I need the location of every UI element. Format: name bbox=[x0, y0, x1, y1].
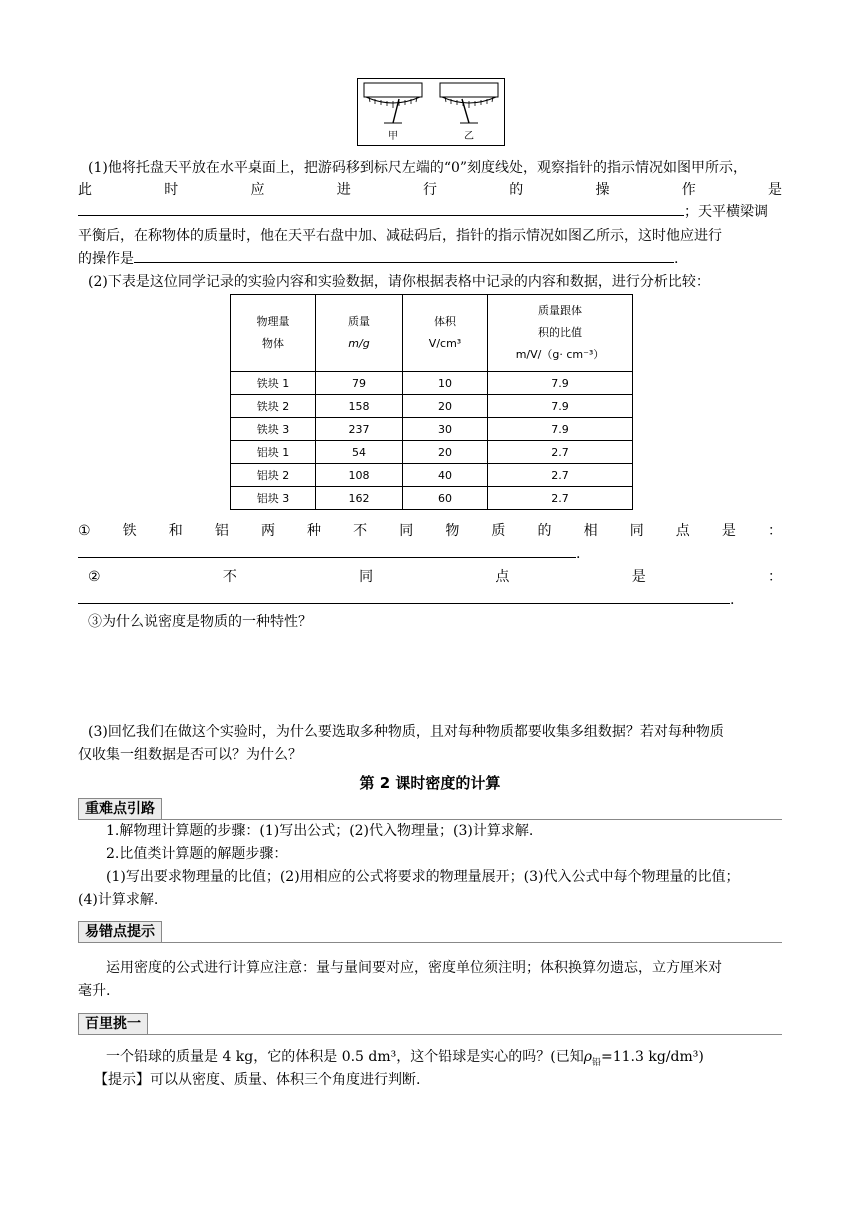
q1-line3 bbox=[78, 201, 782, 223]
q2-sub2-line bbox=[88, 566, 782, 588]
q1-line2 bbox=[78, 179, 782, 201]
q2-sub1-char: ① bbox=[78, 523, 91, 539]
q2-sub2-blank-line: . bbox=[78, 589, 782, 611]
table-cell: 铝块 1 bbox=[231, 441, 316, 464]
table-cell: 铁块 3 bbox=[231, 418, 316, 441]
table-cell: 60 bbox=[403, 487, 488, 510]
table-cell: 2.7 bbox=[488, 487, 633, 510]
q2-sub1-line bbox=[78, 520, 782, 542]
q1-line3-tail: ；天平横梁调 bbox=[684, 204, 768, 220]
table-cell: 237 bbox=[316, 418, 403, 441]
dial-yi bbox=[440, 83, 498, 123]
label-yi: 乙 bbox=[464, 131, 474, 142]
q2-sub1-char: 的 bbox=[537, 523, 552, 539]
q2-sub2-char: 同 bbox=[359, 569, 374, 585]
table-cell: 2.7 bbox=[488, 464, 633, 487]
q1-answer-blank-1[interactable] bbox=[78, 201, 684, 216]
header-quantity-object: 物理量 物体 bbox=[231, 295, 316, 372]
key-point-2: 2.比值类计算题的解题步骤： bbox=[106, 846, 288, 862]
q1-line2-char: 作 bbox=[681, 182, 696, 198]
q2-sub1-char: 和 bbox=[168, 523, 183, 539]
table-cell: 7.9 bbox=[488, 395, 633, 418]
key-points-tag: 重难点引路 bbox=[78, 798, 162, 820]
q2-sub3: ③为什么说密度是物质的一种特性？ bbox=[88, 614, 312, 630]
q2-sub2-char: ② bbox=[88, 569, 101, 585]
header-ratio: 质量跟体 积的比值 m/V/（g· cm⁻³） bbox=[488, 295, 633, 372]
q2-sub1-char: 点 bbox=[675, 523, 690, 539]
error-tip-line2: 毫升. bbox=[78, 983, 111, 999]
q1-line1: (1)他将托盘天平放在水平桌面上，把游码移到标尺左端的“0”刻度线处，观察指针的指示情况如图甲所示， bbox=[88, 160, 748, 176]
table-row bbox=[231, 464, 633, 487]
q2-sub1-char: 是 bbox=[721, 523, 736, 539]
q2-sub1-char: 物 bbox=[445, 523, 460, 539]
dial-jia bbox=[364, 83, 422, 123]
pick-question: 一个铅球的质量是 4 kg，它的体积是 0.5 dm³，这个铅球是实心的吗？(已知$\rho_铅=11.3$ kg/dm³) bbox=[106, 1049, 704, 1068]
table-cell: 铁块 1 bbox=[231, 372, 316, 395]
balance-pointer-figure bbox=[357, 78, 505, 146]
error-tip-tag: 易错点提示 bbox=[78, 921, 162, 943]
q2-intro: (2)下表是这位同学记录的实验内容和实验数据，请你根据表格中记录的内容和数据，进行分析比较： bbox=[88, 274, 710, 290]
q1-line4: 平衡后，在称物体的质量时，他在天平右盘中加、减砝码后，指针的指示情况如图乙所示，这时他应进行 bbox=[78, 228, 722, 244]
q1-period: . bbox=[674, 251, 679, 267]
q1-line5-head: 的操作是 bbox=[78, 251, 134, 267]
table-cell: 7.9 bbox=[488, 418, 633, 441]
q1-line2-char: 此 bbox=[78, 182, 92, 198]
q2-sub2-char: 点 bbox=[495, 569, 510, 585]
q2-sub1-char: ： bbox=[767, 523, 782, 539]
key-point-3a: (1)写出要求物理量的比值；(2)用相应的公式将要求的物理量展开；(3)代入公式中每个物理量的比值； bbox=[106, 869, 740, 885]
balance-dials-drawing bbox=[358, 79, 504, 145]
q1-line2-char: 时 bbox=[164, 182, 179, 198]
q1-line2-char: 是 bbox=[768, 182, 782, 198]
q2-sub1-blank-line: . bbox=[78, 543, 782, 565]
pick-tag: 百里挑一 bbox=[78, 1013, 148, 1035]
header-mass: 质量 m/g bbox=[316, 295, 403, 372]
table-row bbox=[231, 418, 633, 441]
q2-sub1-char: 两 bbox=[260, 523, 275, 539]
q2-sub2-char: ： bbox=[767, 569, 782, 585]
q1-answer-blank-2[interactable] bbox=[134, 248, 674, 263]
table-row bbox=[231, 395, 633, 418]
rho-symbol: ρ bbox=[583, 1049, 592, 1065]
table-row bbox=[231, 441, 633, 464]
q2-sub1-char: 铁 bbox=[122, 523, 137, 539]
table-cell: 30 bbox=[403, 418, 488, 441]
table-cell: 20 bbox=[403, 395, 488, 418]
pick-bar bbox=[78, 1034, 782, 1035]
table-row bbox=[231, 487, 633, 510]
table-header-row bbox=[231, 295, 633, 372]
q2-sub2-char: 是 bbox=[631, 569, 646, 585]
q2-sub1-char: 种 bbox=[307, 523, 322, 539]
q1-line2-char: 进 bbox=[336, 182, 351, 198]
table-row bbox=[231, 372, 633, 395]
table-cell: 162 bbox=[316, 487, 403, 510]
q3-line1: (3)回忆我们在做这个实验时，为什么要选取多种物质，且对每种物质都要收集多组数据？若对每种物质 bbox=[88, 724, 724, 740]
q2-sub1-char: 铝 bbox=[214, 523, 229, 539]
table-cell: 铝块 2 bbox=[231, 464, 316, 487]
q2-sub1-char: 不 bbox=[353, 523, 368, 539]
section-title: 第 2 课时密度的计算 bbox=[359, 774, 501, 792]
table-cell: 10 bbox=[403, 372, 488, 395]
table-cell: 铁块 2 bbox=[231, 395, 316, 418]
q1-line2-char: 行 bbox=[423, 182, 437, 198]
experiment-data-table bbox=[230, 294, 633, 510]
table-cell: 79 bbox=[316, 372, 403, 395]
table-cell: 54 bbox=[316, 441, 403, 464]
q2-sub1-char: 同 bbox=[399, 523, 414, 539]
q2-answer-blank-same[interactable] bbox=[78, 543, 576, 558]
table-cell: 2.7 bbox=[488, 441, 633, 464]
q2-answer-blank-diff[interactable] bbox=[78, 589, 730, 604]
table-cell: 108 bbox=[316, 464, 403, 487]
q2-sub1-char: 相 bbox=[583, 523, 598, 539]
table-cell: 铝块 3 bbox=[231, 487, 316, 510]
q2-sub2-char: 不 bbox=[222, 569, 237, 585]
q1-line2-char: 的 bbox=[509, 182, 524, 198]
header-volume: 体积 V/cm³ bbox=[403, 295, 488, 372]
key-point-3b: (4)计算求解. bbox=[78, 892, 159, 908]
table-cell: 7.9 bbox=[488, 372, 633, 395]
q1-line2-char: 操 bbox=[595, 182, 610, 198]
rho-subscript: 铅 bbox=[591, 1057, 601, 1068]
table-cell: 20 bbox=[403, 441, 488, 464]
q2-sub1-char: 同 bbox=[629, 523, 644, 539]
pick-hint: 【提示】可以从密度、质量、体积三个角度进行判断. bbox=[94, 1072, 421, 1088]
q1-line2-char: 应 bbox=[250, 182, 265, 198]
table-cell: 40 bbox=[403, 464, 488, 487]
error-tip-line1: 运用密度的公式进行计算应注意：量与量间要对应，密度单位须注明；体积换算勿遗忘，立方厘米对 bbox=[106, 960, 722, 976]
q2-sub1-char: 质 bbox=[491, 523, 506, 539]
q1-line5 bbox=[78, 248, 782, 270]
error-tip-bar bbox=[78, 942, 782, 943]
key-point-1: 1.解物理计算题的步骤：(1)写出公式；(2)代入物理量；(3)计算求解. bbox=[106, 823, 534, 839]
q3-line2: 仅收集一组数据是否可以？为什么？ bbox=[78, 747, 302, 763]
label-jia: 甲 bbox=[388, 131, 398, 142]
table-cell: 158 bbox=[316, 395, 403, 418]
